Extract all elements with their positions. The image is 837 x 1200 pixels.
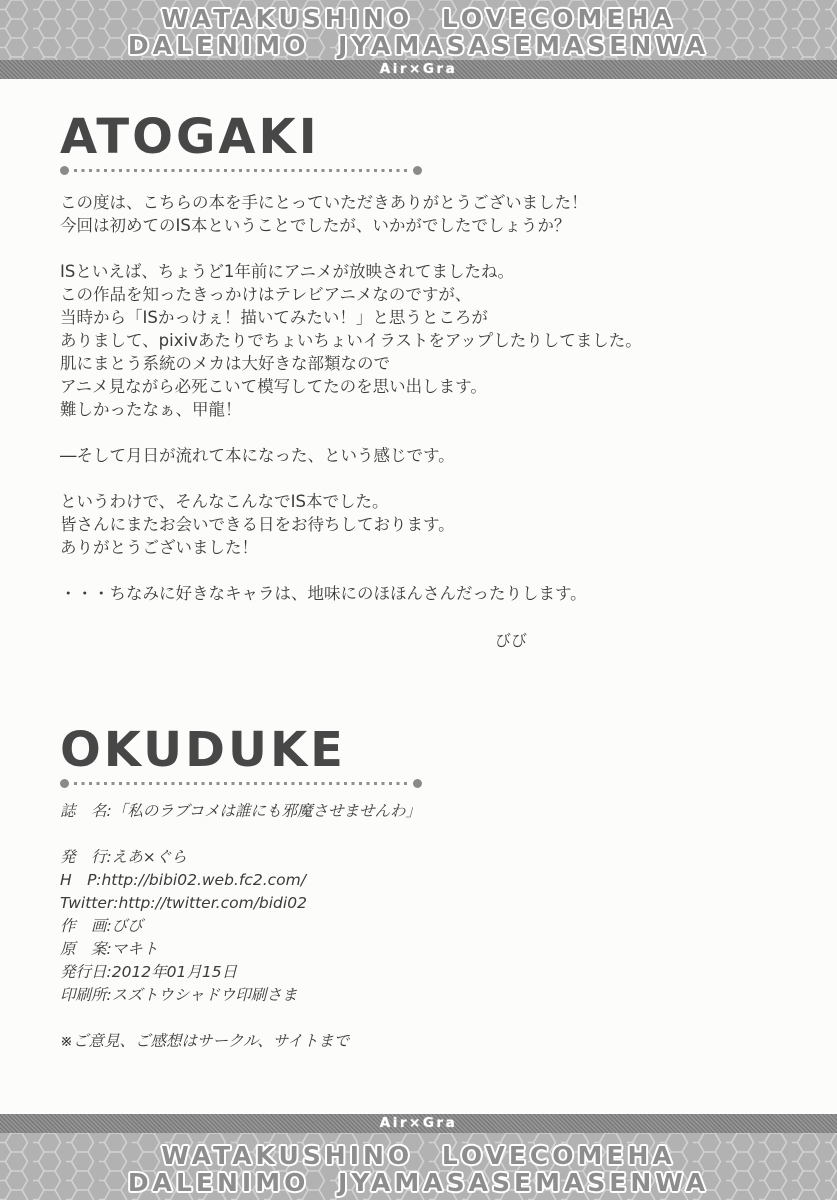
text-line: [60, 421, 797, 444]
colophon-text: [60, 800, 797, 1053]
text-line: 発行日:2012年01月15日: [60, 963, 238, 981]
text-line: 発 行:えあ×ぐら: [60, 848, 187, 866]
afterword-text: [60, 191, 797, 605]
text-line: 肌にまとう系統のメカは大好きな部類なので: [60, 354, 390, 373]
text-line: 今回は初めてのIS本ということでしたが、いかがでしたでしょうか？: [60, 216, 571, 235]
divider-dots: [74, 169, 408, 172]
page-content: [0, 79, 837, 1114]
text-line: ありがとうございました！: [60, 538, 258, 557]
top-banner: [0, 0, 837, 60]
text-line: H P:http://bibi02.web.fc2.com/: [60, 871, 306, 889]
banner-title-line1: WATAKUSHINO LOVECOMEHA: [161, 4, 676, 33]
bottom-banner-title: [0, 1133, 837, 1196]
dotted-divider: [60, 778, 422, 788]
divider-end-dot: [60, 166, 69, 175]
text-line: ISといえば、ちょうど1年前にアニメが放映されてましたね。: [60, 262, 515, 281]
circle-name-label: Air×Gra: [379, 60, 458, 77]
divider-end-dot: [413, 166, 422, 175]
text-line: 皆さんにまたお会いできる日をお待ちしております。: [60, 515, 455, 534]
text-line: 印刷所:スズトウシャドウ印刷さま: [60, 986, 298, 1004]
text-line: アニメ見ながら必死こいて模写してたのを思い出します。: [60, 377, 487, 396]
text-line: [60, 467, 797, 490]
text-line: Twitter:http://twitter.com/bidi02: [60, 894, 307, 912]
text-line: [60, 237, 797, 260]
circle-name-label: Air×Gra: [379, 1114, 458, 1131]
text-line: ありまして、pixivあたりでちょいちょいイラストをアップしたりしてました。: [60, 331, 642, 350]
atogaki-heading: ATOGAKI: [60, 109, 320, 165]
text-line: [60, 1007, 797, 1030]
text-line: 作 画:びび: [60, 917, 143, 935]
top-banner-title: [0, 0, 837, 59]
text-line: 誌 名:「私のラブコメは誰にも邪魔させませんわ」: [60, 802, 421, 820]
text-line: ・・・ちなみに好きなキャラは、地味にのほほんさんだったりします。: [60, 584, 587, 603]
divider-end-dot: [413, 779, 422, 788]
top-circle-strip: [0, 60, 837, 79]
text-line: 原 案:マキト: [60, 940, 159, 958]
text-line: ※ご意見、ご感想はサークル、サイトまで: [60, 1032, 350, 1050]
text-line: この度は、こちらの本を手にとっていただきありがとうございました！: [60, 193, 588, 212]
okuduke-section: [60, 722, 797, 1053]
atogaki-section: [60, 109, 797, 652]
dotted-divider: [60, 165, 422, 175]
bottom-circle-strip: [0, 1114, 837, 1133]
text-line: 当時から「ISかっけぇ！描いてみたい！」と思うところが: [60, 308, 488, 327]
text-line: というわけで、そんなこんなでIS本でした。: [60, 492, 389, 511]
text-line: [60, 559, 797, 582]
author-signature: びび: [495, 631, 528, 650]
divider-dots: [74, 782, 408, 785]
text-line: ―そして月日が流れて本になった、という感じです。: [60, 446, 455, 465]
banner-title-line1: WATAKUSHINO LOVECOMEHA: [161, 1141, 676, 1170]
okuduke-heading: OKUDUKE: [60, 722, 346, 778]
text-line: この作品を知ったきっかけはテレビアニメなのですが、: [60, 285, 472, 304]
banner-title-line2: DALENIMO JYAMASASEMASENWA: [127, 1168, 710, 1197]
bottom-banner: [0, 1133, 837, 1200]
text-line: 難しかったなぁ、甲龍！: [60, 400, 242, 419]
text-line: [60, 823, 797, 846]
banner-title-line2: DALENIMO JYAMASASEMASENWA: [127, 31, 710, 60]
divider-end-dot: [60, 779, 69, 788]
